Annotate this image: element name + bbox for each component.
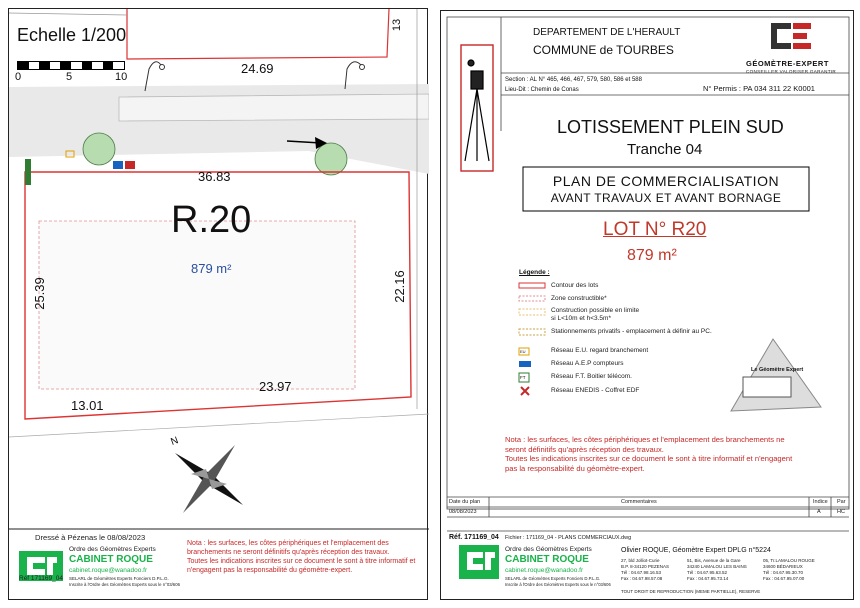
network-marker: [25, 159, 31, 185]
table-cell: 08/08/2023: [449, 509, 477, 515]
left-ref: Réf 171169_04: [19, 575, 63, 582]
dimension-label: 25.39: [31, 277, 47, 310]
ref: Réf. 171169_04: [449, 534, 499, 541]
plan-subtitle: AVANT TRAVAUX ET AVANT BORNAGE: [550, 191, 782, 205]
dimension-label: 13: [391, 18, 404, 32]
table-cell: HC: [837, 509, 845, 515]
legend-title: Légende :: [519, 269, 550, 276]
brand-tagline: CONSEILLER VALORISER GARANTIR: [746, 69, 837, 74]
order-name: Ordre des Géomètres Experts: [505, 546, 592, 553]
brand-name: GÉOMÈTRE-EXPERT: [746, 59, 829, 68]
footer-note: Nota : les surfaces, les côtes périphériques et l'emplacement des branchements ne seront définitifs qu'après réception des travaux. Toutes les indications inscrites sur ce document le sont à titre informatif et n'engagent pas la responsabilité du géomètre-expert.: [187, 540, 416, 574]
table-header: Par: [837, 499, 846, 505]
lot-number: LOT N° R20: [603, 219, 707, 240]
lot-label: R.20: [171, 199, 252, 241]
cabinet-name: CABINET ROQUE: [69, 554, 153, 565]
cabinet-email: cabinet.roque@wanadoo.fr: [69, 567, 148, 574]
table-header: Commentaires: [621, 499, 657, 505]
road-sidewalk: [119, 94, 429, 121]
drawn-date: Dressé à Pézenas le 08/08/2023: [35, 533, 146, 542]
commune: COMMUNE de TOURBES: [533, 43, 674, 57]
lieu-dit: Lieu-Dit : Chemin de Conas: [505, 87, 579, 93]
scale-bar: [17, 61, 125, 70]
cartouche-sheet: [440, 10, 854, 600]
legend-item: Stationnements privatifs - emplacement à définir au PC.: [551, 328, 712, 335]
address: 51, Bis, Avenue de la Gare 34240 LAMALOU LES BAINS Tél : 04.67.95.63.52 Fax : 04.67.95.73.14: [687, 558, 747, 581]
seal-title: Le Géomètre Expert: [751, 367, 804, 373]
copyright: TOUT DROIT DE REPRODUCTION (MEME PARTIELLE), RESERVE: [621, 589, 761, 594]
plan-title: PLAN DE COMMERCIALISATION: [552, 173, 780, 189]
address: 05, Tr.LAMALOU ROUGE 34600 BÉDARIEUX Tél : 04.67.95.30.70 Fax : 04.67.95.07.00: [763, 558, 815, 581]
order-name: Ordre des Géomètres Experts: [69, 546, 156, 553]
inscrite: Inscrite à l'Ordre des Géomètres Experts sous le n°03/606: [69, 582, 180, 587]
total-station-icon: [461, 45, 493, 171]
plan-drawing: [9, 9, 429, 601]
legend-item: Zone constructible*: [551, 295, 607, 302]
table-cell: A: [817, 509, 821, 515]
legend-item: si L<10m et h<3.5m*: [551, 315, 611, 322]
selarl: SELARL de Géomètres Experts Fonciers D.P.L.G.: [69, 576, 169, 581]
note: Nota : les surfaces, les côtes périphériques et l'emplacement des branchements ne seront définitifs qu'après réception des travaux. Toutes les indications inscrites sur ce document le sont à titre informatif et n'engagent pas la responsabilité du géomètre-expert.: [505, 435, 793, 473]
dimension-label: 36.83: [198, 169, 231, 184]
cabinet-email: cabinet.roque@wanadoo.fr: [505, 567, 584, 574]
legend-item: Construction possible en limite: [551, 307, 640, 314]
expert-name: Olivier ROQUE, Géomètre Expert DPLG n°5224: [621, 547, 771, 554]
section-info: Section : AL N° 465, 466, 467, 579, 580, 586 et 588: [505, 77, 642, 83]
legend-item: Réseau ENEDIS - Coffret EDF: [551, 387, 640, 394]
scale-tick: 10: [115, 71, 128, 83]
permis-number: N° Permis : PA 034 311 22 K0001: [703, 84, 815, 93]
inscrite: Inscrite à l'Ordre des Géomètres Experts sous le n°03/606: [505, 582, 611, 587]
dimension-label: 24.69: [241, 61, 274, 76]
cartouche-frame: [441, 11, 855, 601]
address: 27, bld Jolliot-Curie B.P. 8-34120 PEZENAS Tél : 04.67.98.16.53 Fax : 04.67.98.57.08: [621, 558, 669, 581]
legend-item: Contour des lots: [551, 282, 599, 289]
dimension-label: 13.01: [71, 398, 104, 413]
constructible-zone: [39, 221, 355, 389]
subdivision-title: LOTISSEMENT PLEIN SUD: [557, 117, 784, 137]
dimension-label: 23.97: [259, 379, 292, 394]
lot-area: 879 m²: [191, 261, 232, 276]
selarl: SELARL de Géomètres Experts Fonciers D.P.L.G.: [505, 576, 601, 581]
department: DEPARTEMENT DE L'HERAULT: [533, 27, 681, 38]
file-name: Fichier : 171169_04 - PLANS COMMERCIAUX.dwg: [505, 535, 632, 541]
cabinet-name: CABINET ROQUE: [505, 554, 589, 565]
seal-icon: [731, 339, 821, 411]
compass-north: N: [169, 435, 180, 448]
scale-tick: 0: [15, 71, 22, 83]
neighbor-parcel: [127, 9, 389, 59]
table-header: Indice: [813, 499, 828, 505]
scale-tick: 5: [66, 71, 73, 83]
table-header: Date du plan: [449, 499, 481, 505]
legend-item: Réseau A.E.P compteurs: [551, 360, 624, 367]
dimension-label: 22.16: [391, 270, 407, 303]
legend-icon-label: EU: [520, 349, 526, 354]
legend-item: Réseau F.T. Boitier télécom.: [551, 373, 632, 380]
legend-icon-label: FT: [520, 375, 526, 380]
logo: [459, 545, 499, 579]
compass-rose-icon: [175, 445, 243, 513]
legend-item: Réseau E.U. regard branchement: [551, 347, 649, 354]
plan-sheet: [8, 8, 428, 600]
tranche: Tranche 04: [627, 141, 703, 158]
brand-logo-icon: [771, 23, 811, 49]
scale-title: Echelle 1/200: [17, 25, 127, 45]
lot-area: 879 m²: [627, 247, 677, 264]
